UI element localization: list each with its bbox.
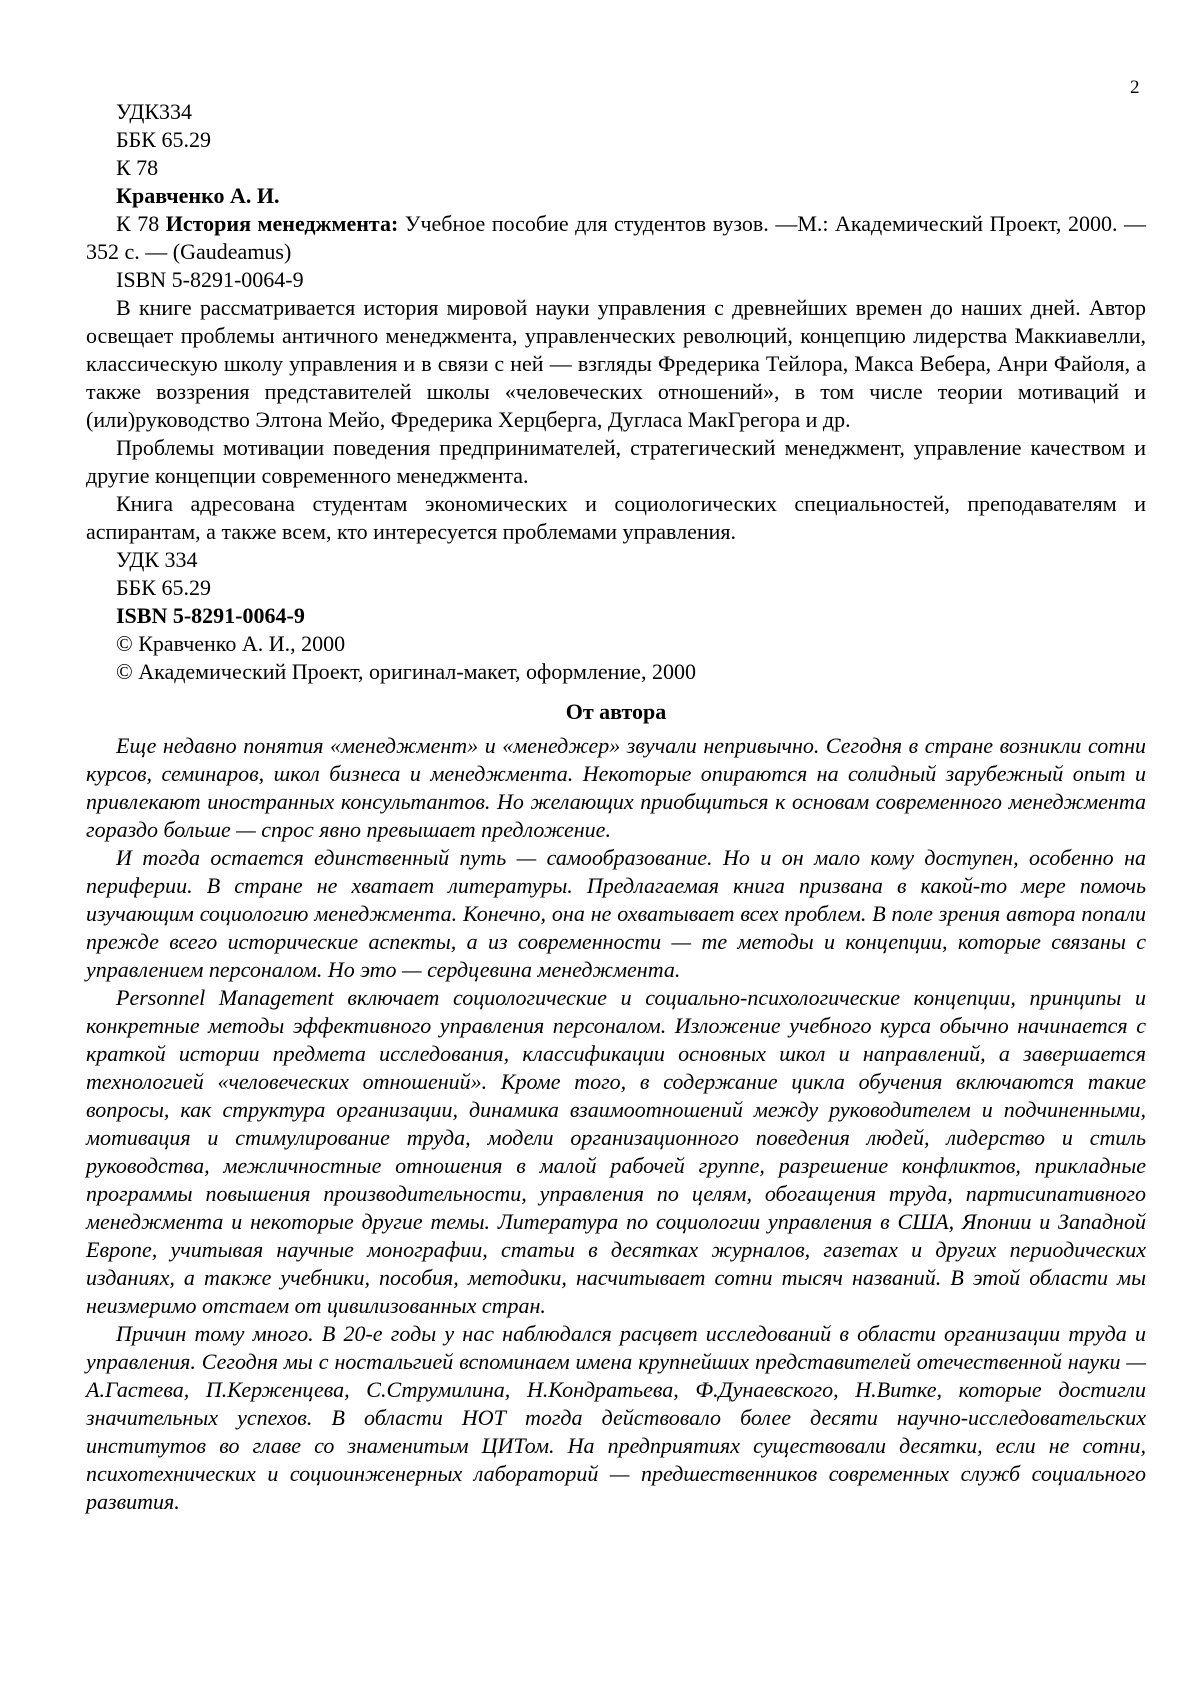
section-paragraph: Причин тому много. В 20-е годы у нас наблюдался расцвет исследований в области организации труда и управления. Сегодня мы с ностальгией вспоминаем имена крупнейших представителей отечественной науки — А.Гастева, П.Керженцева, С.Струмилина, Н.Кондратьева, Ф.Дунаевского, Н.Витке, которые достигли значительных успехов. В области НОТ тогда действовало более десяти научно-исследовательских институтов во главе со знаменитым ЦИТом. На предприятиях существовали десятки, если не сотни, психотехнических и социоинженерных лабораторий — предшественников современных служб социального развития. <box>86 1321 1146 1514</box>
section-paragraph: Personnel Management включает социологические и социально-психологические концепции, принципы и конкретные методы эффективного управления персоналом. Изложение учебного курса обычно начинается с краткой истории предмета исследования, классификации основных школ и направлений, а завершается технологией «человеческих отношений». Кроме того, в содержание цикла обучения включаются такие вопросы, как структура организации, динамика взаимоотношений между руководителем и подчиненными, мотивация и стимулирование труда, модели организационного поведения людей, лидерство и стиль руководства, межличностные отношения в малой рабочей группе, разрешение конфликтов, прикладные программы повышения производительности, управления по целям, обогащения труда, партисипативного менеджмента и некоторые другие темы. Литература по социологии управления в США, Японии и Западной Европе, учитывая научные монографии, статьи в десятках журналов, газетах и других периодических изданиях, а также учебники, пособия, методики, насчитывает сотни тысяч названий. В этой области мы неизмеримо отстаем от цивилизованных стран. <box>86 985 1146 1318</box>
section-title: От автора <box>565 699 667 724</box>
book-title: История менеджмента: <box>165 211 399 236</box>
section-paragraph: Еще недавно понятия «менеджмент» и «менеджер» звучали непривычно. Сегодня в стране возникли сотни курсов, семинаров, школ бизнеса и менеджмента. Некоторые опираются на солидный зарубежный опыт и привлекают иностранных консультантов. Но желающих приобщиться к основам современного менеджмента гораздо больше — спрос явно превышает предложение. <box>86 733 1146 842</box>
page-number: 2 <box>1130 77 1140 98</box>
annotation-paragraph: Книга адресована студентам экономических и социологических специальностей, преподавателям и аспирантам, а также всем, кто интересуется проблемами управления. <box>86 491 1146 544</box>
copyright-publisher: © Академический Проект, оригинал-макет, оформление, 2000 <box>116 659 696 684</box>
annotation-paragraph: В книге рассматривается история мировой науки управления с древнейших времен до наших дней. Автор освещает проблемы античного менеджмента, управленческих революций, концепцию лидерства Маккиавелли, классическую школу управления и в связи с ней — взгляды Фредерика Тейлора, Макса Вебера, Анри Файоля, а также воззрения представителей школы «человеческих отношений», в том числе теории мотиваций и (или)руководство Элтона Мейо, Фредерика Херцберга, Дугласа МакГрегора и др. <box>86 295 1146 432</box>
header-udk: УДК334 <box>116 99 193 124</box>
footer-bbk: ББК 65.29 <box>116 575 211 600</box>
section-paragraph: И тогда остается единственный путь — самообразование. Но и он мало кому доступен, особенно на периферии. В стране не хватает литературы. Предлагаемая книга призвана в какой-то мере помочь изучающим социологию менеджмента. Конечно, она не охватывает всех проблем. В поле зрения автора попали прежде всего исторические аспекты, а из современности — те методы и концепции, которые связаны с управлением персоналом. Но это — сердцевина менеджмента. <box>86 845 1146 982</box>
bibliographic-description: Учебное пособие для студентов вузов. —М.: Академический Проект, 2000. — 352 с. — (Gaudeamus) <box>86 211 1146 264</box>
header-code: К 78 <box>116 155 159 180</box>
header-author: Кравченко А. И. <box>116 183 280 208</box>
bibliographic-code: К 78 <box>116 211 160 236</box>
header-bbk: ББК 65.29 <box>116 127 211 152</box>
bibliographic-isbn: ISBN 5-8291-0064-9 <box>116 267 304 292</box>
annotation-paragraph: Проблемы мотивации поведения предпринимателей, стратегический менеджмент, управление качеством и другие концепции современного менеджмента. <box>86 435 1146 488</box>
bibliographic-entry <box>86 210 1146 266</box>
footer-udk: УДК 334 <box>116 547 198 572</box>
footer-isbn: ISBN 5-8291-0064-9 <box>116 603 305 628</box>
copyright-author: © Кравченко А. И., 2000 <box>116 631 346 656</box>
page-content <box>86 98 1146 1516</box>
